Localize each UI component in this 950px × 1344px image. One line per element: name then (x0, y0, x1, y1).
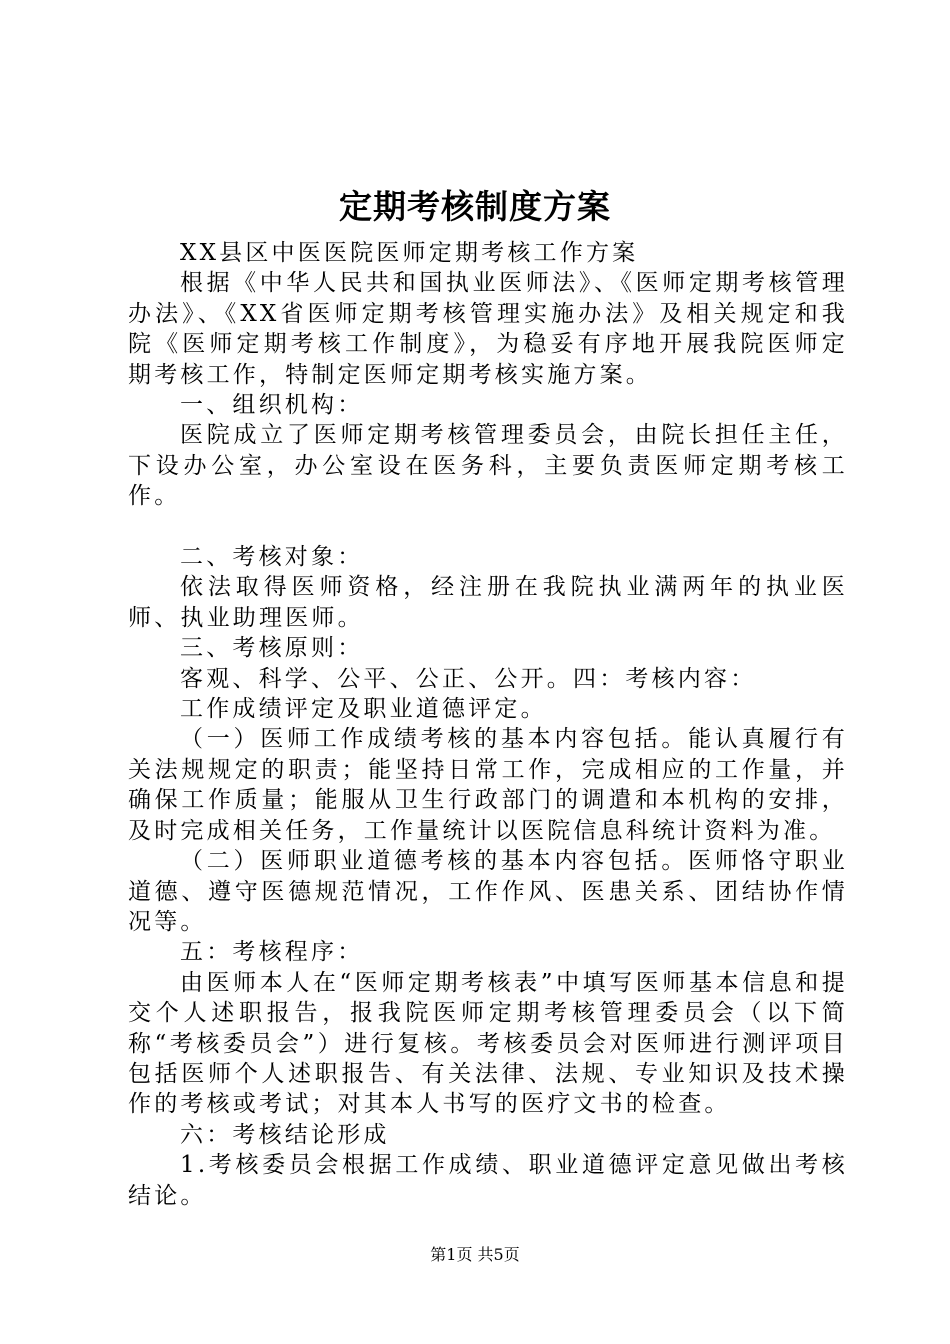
paragraph-procedure: 由医师本人在“医师定期考核表”中填写医师基本信息和提交个人述职报告，报我院医师定期考核管理委员会（以下简称“考核委员会”）进行复核。考核委员会对医师进行测评项目包括医师个人述职报告、有关法律、法规、专业知识及技术操作的考核或考试；对其本人书写的医疗文书的检查。 (128, 969, 848, 1118)
section-heading-organization: 一、组织机构： (180, 392, 364, 419)
paragraph-organization: 医院成立了医师定期考核管理委员会，由院长担任主任，下设办公室，办公室设在医务科，主要负责医师定期考核工作。 (128, 422, 848, 510)
page-footer: 第1页 共5页 (430, 1245, 520, 1264)
paragraph-content-summary: 工作成绩评定及职业道德评定。 (180, 696, 547, 723)
paragraph-target: 依法取得医师资格，经注册在我院执业满两年的执业医师、执业助理医师。 (128, 574, 848, 631)
blank-line (128, 512, 848, 542)
paragraph-content-ethics: （二）医师职业道德考核的基本内容包括。医师恪守职业道德、遵守医德规范情况，工作作风、医患关系、团结协作情况等。 (128, 848, 848, 935)
document-title: 定期考核制度方案 (339, 187, 611, 226)
section-heading-procedure: 五：考核程序： (180, 939, 364, 966)
paragraph-subtitle: XX县区中医医院医师定期考核工作方案 (180, 240, 639, 266)
section-heading-principle: 三、考核原则： (180, 635, 364, 662)
section-heading-conclusion: 六：考核结论形成 (180, 1121, 390, 1148)
paragraph-principle: 客观、科学、公平、公正、公开。四：考核内容： (180, 665, 757, 692)
paragraph-conclusion-1: 1.考核委员会根据工作成绩、职业道德评定意见做出考核结论。 (128, 1152, 848, 1209)
paragraph-content-work: （一）医师工作成绩考核的基本内容包括。能认真履行有关法规规定的职责；能坚持日常工作，完成相应的工作量，并确保工作质量；能服从卫生行政部门的调遣和本机构的安排，及时完成相关任务，工作量统计以医院信息科统计资料为准。 (128, 726, 848, 844)
paragraph-intro: 根据《中华人民共和国执业医师法》、《医师定期考核管理办法》、《XX省医师定期考核管理实施办法》及相关规定和我院《医师定期考核工作制度》，为稳妥有序地开展我院医师定期考核工作，特制定医师定期考核实施方案。 (128, 270, 848, 388)
section-heading-target: 二、考核对象： (180, 544, 364, 571)
document-body (128, 238, 848, 1211)
